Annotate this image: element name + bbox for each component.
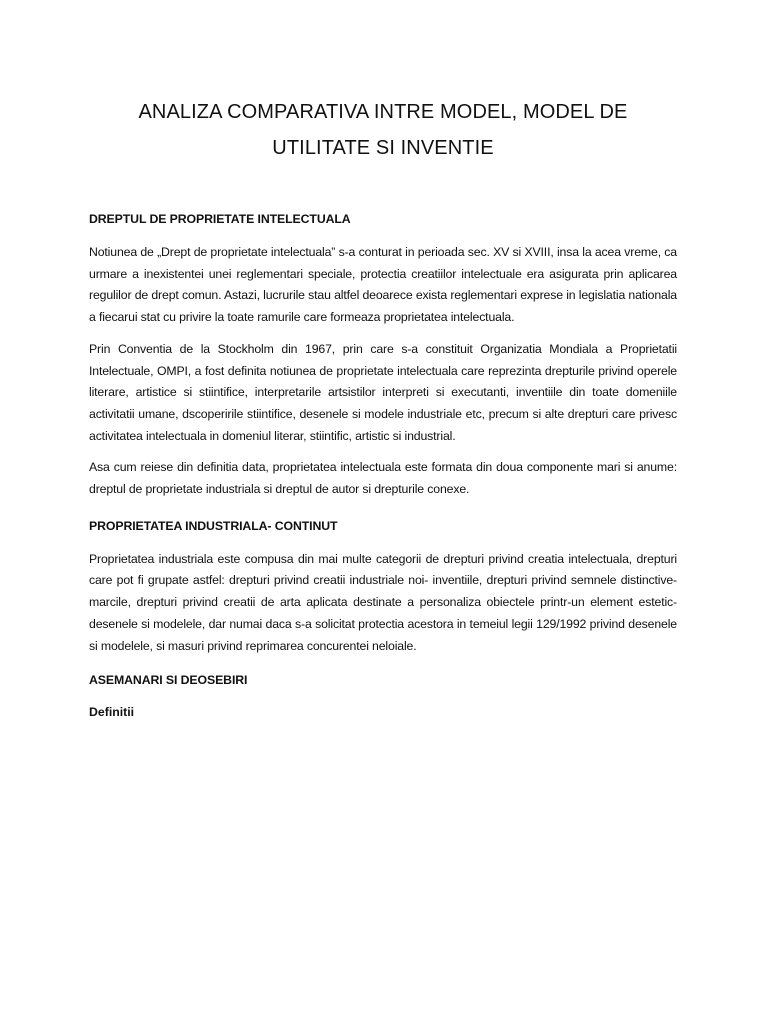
document-page — [89, 94, 677, 721]
paragraph-notiunea: Notiunea de „Drept de proprietate intelectuala” s-a conturat in perioada sec. XV si XVIII, insa la acea vreme, ca urmare a inexistentei unei reglementari speciale, protectia creatiilor intelectuale era asigurata prin aplicarea regulilor de drept comun. Astazi, lucrurile stau altfel deoarece exista reglementari exprese in legislatia nationala a fiecarui stat cu privire la toate ramurile care formeaza proprietatea intelectuala. — [89, 245, 677, 325]
section-heading-proprietatea-industriala: PROPRIETATEA INDUSTRIALA- CONTINUT — [89, 518, 338, 533]
section-heading-drept-proprietate-intelectuala: DREPTUL DE PROPRIETATE INTELECTUALA — [89, 212, 351, 226]
paragraph-componente: Asa cum reiese din definitia data, proprietatea intelectuala este formata din doua componente mari si anume: dreptul de proprietate industriala si dreptul de autor si drepturile conexe. — [89, 460, 677, 497]
section-heading-asemanari-deosebiri: ASEMANARI SI DEOSEBIRI — [89, 673, 248, 688]
document-title: ANALIZA COMPARATIVA INTRE MODEL, MODEL DE UTILITATE SI INVENTIE — [138, 101, 628, 159]
subheading-definitii: Definitii — [89, 705, 135, 720]
paragraph-proprietatea-industriala: Proprietatea industriala este compusa din mai multe categorii de drepturi privind creatia intelectuala, drepturi care pot fi grupate astfel: drepturi privind creatii industriale noi- inventiile, drepturi privind semnele distinctive- marcile, drepturi privind creatii de arta aplicata destinate a personaliza obiectele printr-un element estetic- desenele si modelele, dar numai daca s-a solicitat protectia acestora in temeiul legii 129/1992 privind desenele si modelele, si masuri privind reprimarea concurentei neloiale. — [89, 551, 677, 653]
paragraph-conventia-stockholm: Prin Conventia de la Stockholm din 1967, prin care s-a constituit Organizatia Mondiala a Proprietatii Intelectuale, OMPI, a fost definita notiunea de proprietate intelectuala care reprezinta drepturile privind operele literare, artistice si stiintifice, interpretarile artsistilor interpreti si executanti, inventiile din toate domeniile activitatii umane, dscoperirile stiintifice, desenele si modele industriale etc, precum si alte drepturi care privesc activitatea intelectuala in domeniul literar, stiintific, artistic si industrial. — [89, 341, 677, 443]
